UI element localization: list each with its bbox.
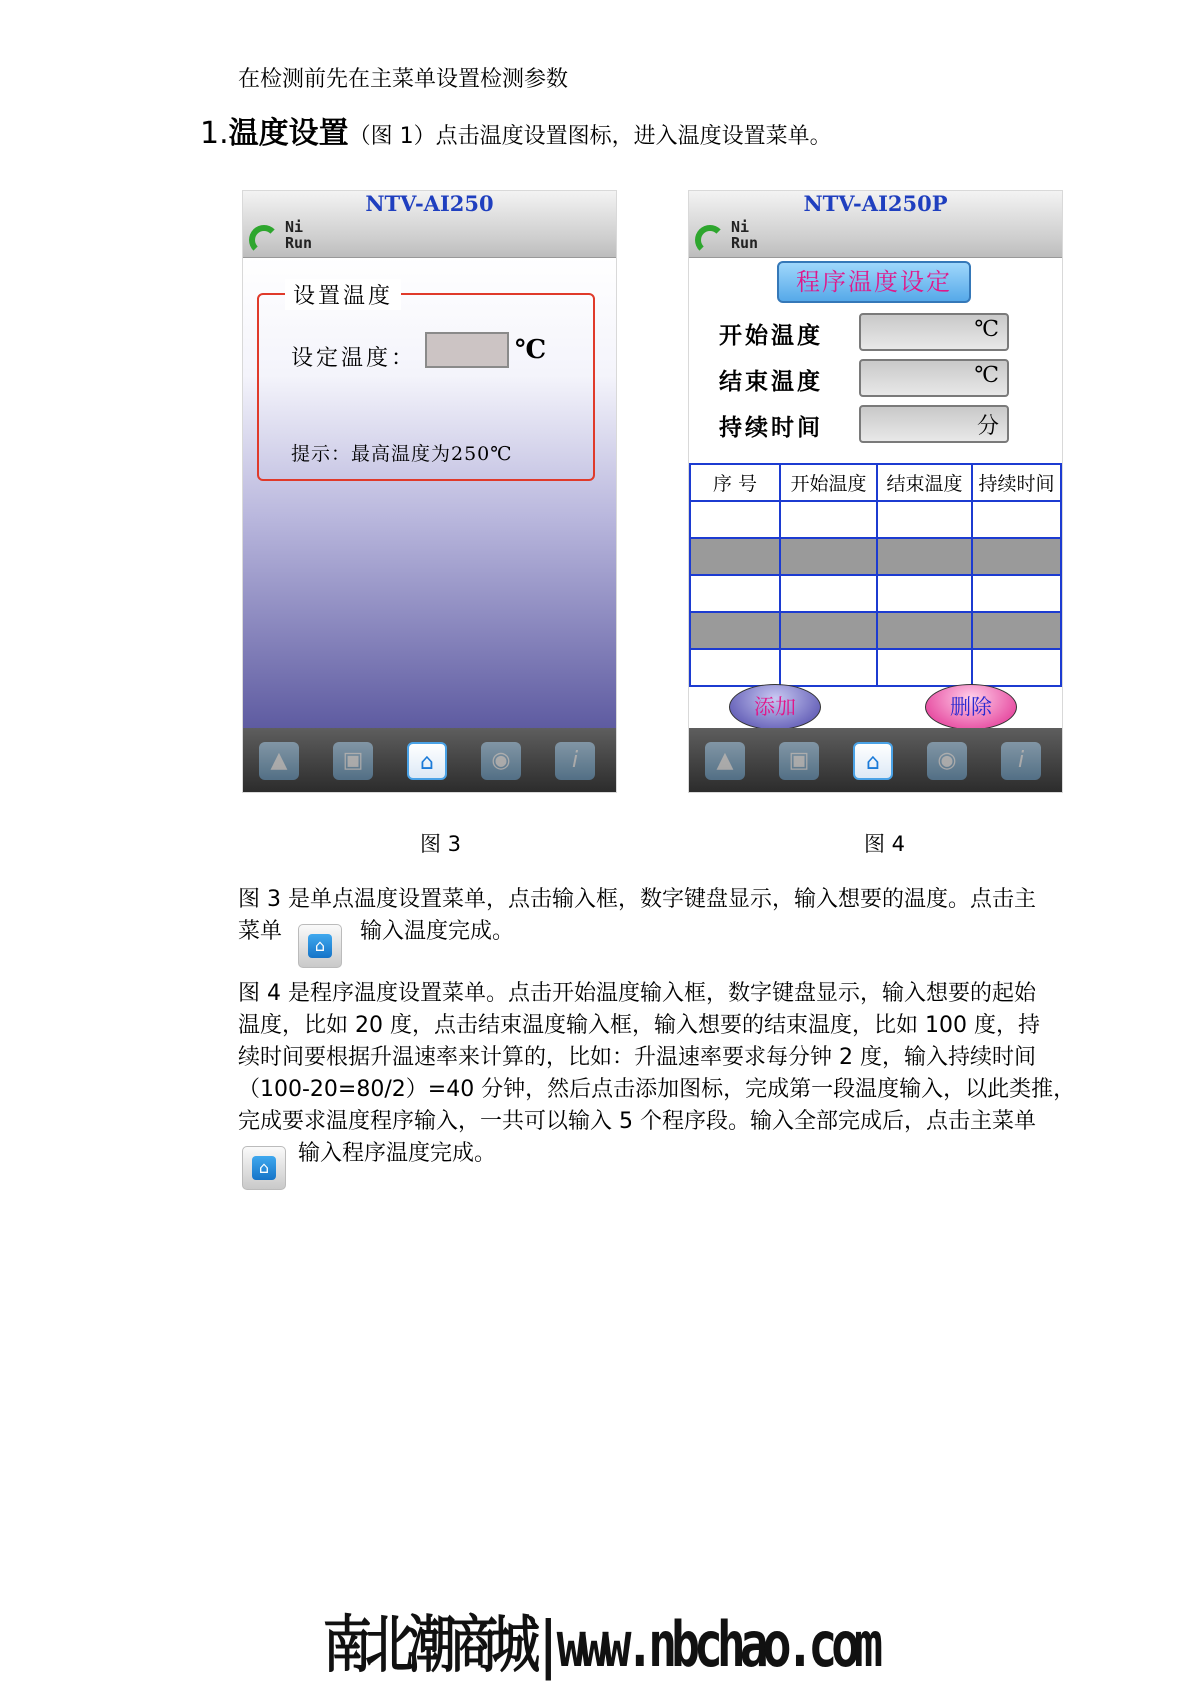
program-temp-banner: 程序温度设定 [777, 261, 971, 303]
logo-text-run: Run [731, 234, 759, 252]
paragraph-2-line-6: 输入程序温度完成。 [298, 1141, 497, 1166]
globe-icon[interactable]: ◉ [481, 742, 521, 780]
monitor-icon[interactable]: ▣ [779, 742, 819, 780]
paragraph-2-line-2: 温度，比如 20 度，点击结束温度输入框，输入想要的结束温度，比如 100 度，持 [238, 1013, 1040, 1038]
device-model-title: NTV-AI250P [803, 191, 948, 216]
set-temp-input[interactable] [425, 332, 509, 368]
screen-header [243, 191, 616, 258]
home-icon: ⌂ [298, 924, 342, 968]
shirt-icon[interactable]: ▲ [259, 742, 299, 780]
paragraph-2-line-1: 图 4 是程序温度设置菜单。点击开始温度输入框，数字键盘显示，输入想要的起始 [238, 981, 1036, 1006]
intro-text: 在检测前先在主菜单设置检测参数 [238, 67, 569, 92]
table-header-row [690, 464, 1061, 501]
paragraph-1-line-2b: 输入温度完成。 [360, 919, 515, 944]
end-temp-label: 结束温度 [719, 368, 823, 395]
info-icon[interactable]: i [1001, 742, 1041, 780]
temp-unit: ℃ [515, 335, 547, 365]
column-header-start-temp: 开始温度 [780, 464, 877, 501]
duration-input[interactable] [859, 405, 1009, 443]
logo-arc-icon [695, 225, 725, 255]
duration-label: 持续时间 [719, 414, 823, 441]
section-number: 1. [200, 116, 229, 151]
globe-icon[interactable]: ◉ [927, 742, 967, 780]
screen-header [689, 191, 1062, 258]
logo-arc-icon [249, 225, 279, 255]
start-temp-unit: ℃ [974, 317, 999, 342]
start-temp-input[interactable] [859, 313, 1009, 351]
paragraph-2-line-5: 完成要求温度程序输入，一共可以输入 5 个程序段。输入全部完成后，点击主菜单 [238, 1109, 1036, 1134]
nirun-logo [695, 219, 785, 255]
bottom-nav-bar [689, 728, 1062, 792]
device-model-title: NTV-AI250 [365, 191, 494, 216]
figure-4-caption: 图 4 [864, 832, 906, 856]
column-header-index: 序 号 [690, 464, 780, 501]
shirt-icon[interactable]: ▲ [705, 742, 745, 780]
set-temp-label: 设定温度： [291, 346, 417, 371]
logo-text-run: Run [285, 234, 313, 252]
table-row[interactable] [690, 649, 1061, 686]
figure-4-screen [688, 190, 1063, 793]
logo-text-ni: Ni [731, 218, 750, 236]
end-temp-unit: ℃ [974, 363, 999, 388]
table-row[interactable] [690, 538, 1061, 575]
end-temp-input[interactable] [859, 359, 1009, 397]
table-row[interactable] [690, 501, 1061, 538]
delete-button[interactable]: 删除 [925, 684, 1017, 730]
paragraph-1-line-1: 图 3 是单点温度设置菜单，点击输入框，数字键盘显示，输入想要的温度。点击主 [238, 887, 1036, 912]
duration-unit: 分 [976, 414, 999, 439]
nirun-logo [249, 219, 339, 255]
table-row[interactable] [690, 575, 1061, 612]
paragraph-2-line-3: 续时间要根据升温速率来计算的，比如：升温速率要求每分钟 2 度，输入持续时间 [238, 1045, 1036, 1070]
column-header-end-temp: 结束温度 [877, 464, 972, 501]
home-icon[interactable]: ⌂ [407, 742, 447, 780]
section-subtitle: （图 1）点击温度设置图标，进入温度设置菜单。 [348, 124, 832, 149]
section-title: 温度设置 [228, 116, 349, 151]
paragraph-1-line-2a: 菜单 [238, 919, 283, 944]
table-row[interactable] [690, 612, 1061, 649]
column-header-duration: 持续时间 [972, 464, 1061, 501]
monitor-icon[interactable]: ▣ [333, 742, 373, 780]
bottom-nav-bar [243, 728, 616, 792]
home-icon: ⌂ [242, 1146, 286, 1190]
figure-3-screen [242, 190, 617, 793]
max-temp-hint: 提示：最高温度为250℃ [291, 443, 513, 465]
start-temp-label: 开始温度 [719, 322, 823, 349]
program-table [689, 463, 1062, 687]
info-icon[interactable]: i [555, 742, 595, 780]
home-icon[interactable]: ⌂ [853, 742, 893, 780]
figure-3-caption: 图 3 [420, 832, 462, 856]
add-button[interactable]: 添加 [729, 684, 821, 730]
groupbox-label: 设置温度 [285, 279, 401, 310]
footer-watermark: 南北潮商城|www.nbchao.com [323, 1608, 877, 1681]
logo-text-ni: Ni [285, 218, 304, 236]
paragraph-2-line-4: （100-20=80/2）=40 分钟，然后点击添加图标，完成第一段温度输入，以此类推， [238, 1077, 1076, 1102]
section-heading [200, 108, 832, 152]
